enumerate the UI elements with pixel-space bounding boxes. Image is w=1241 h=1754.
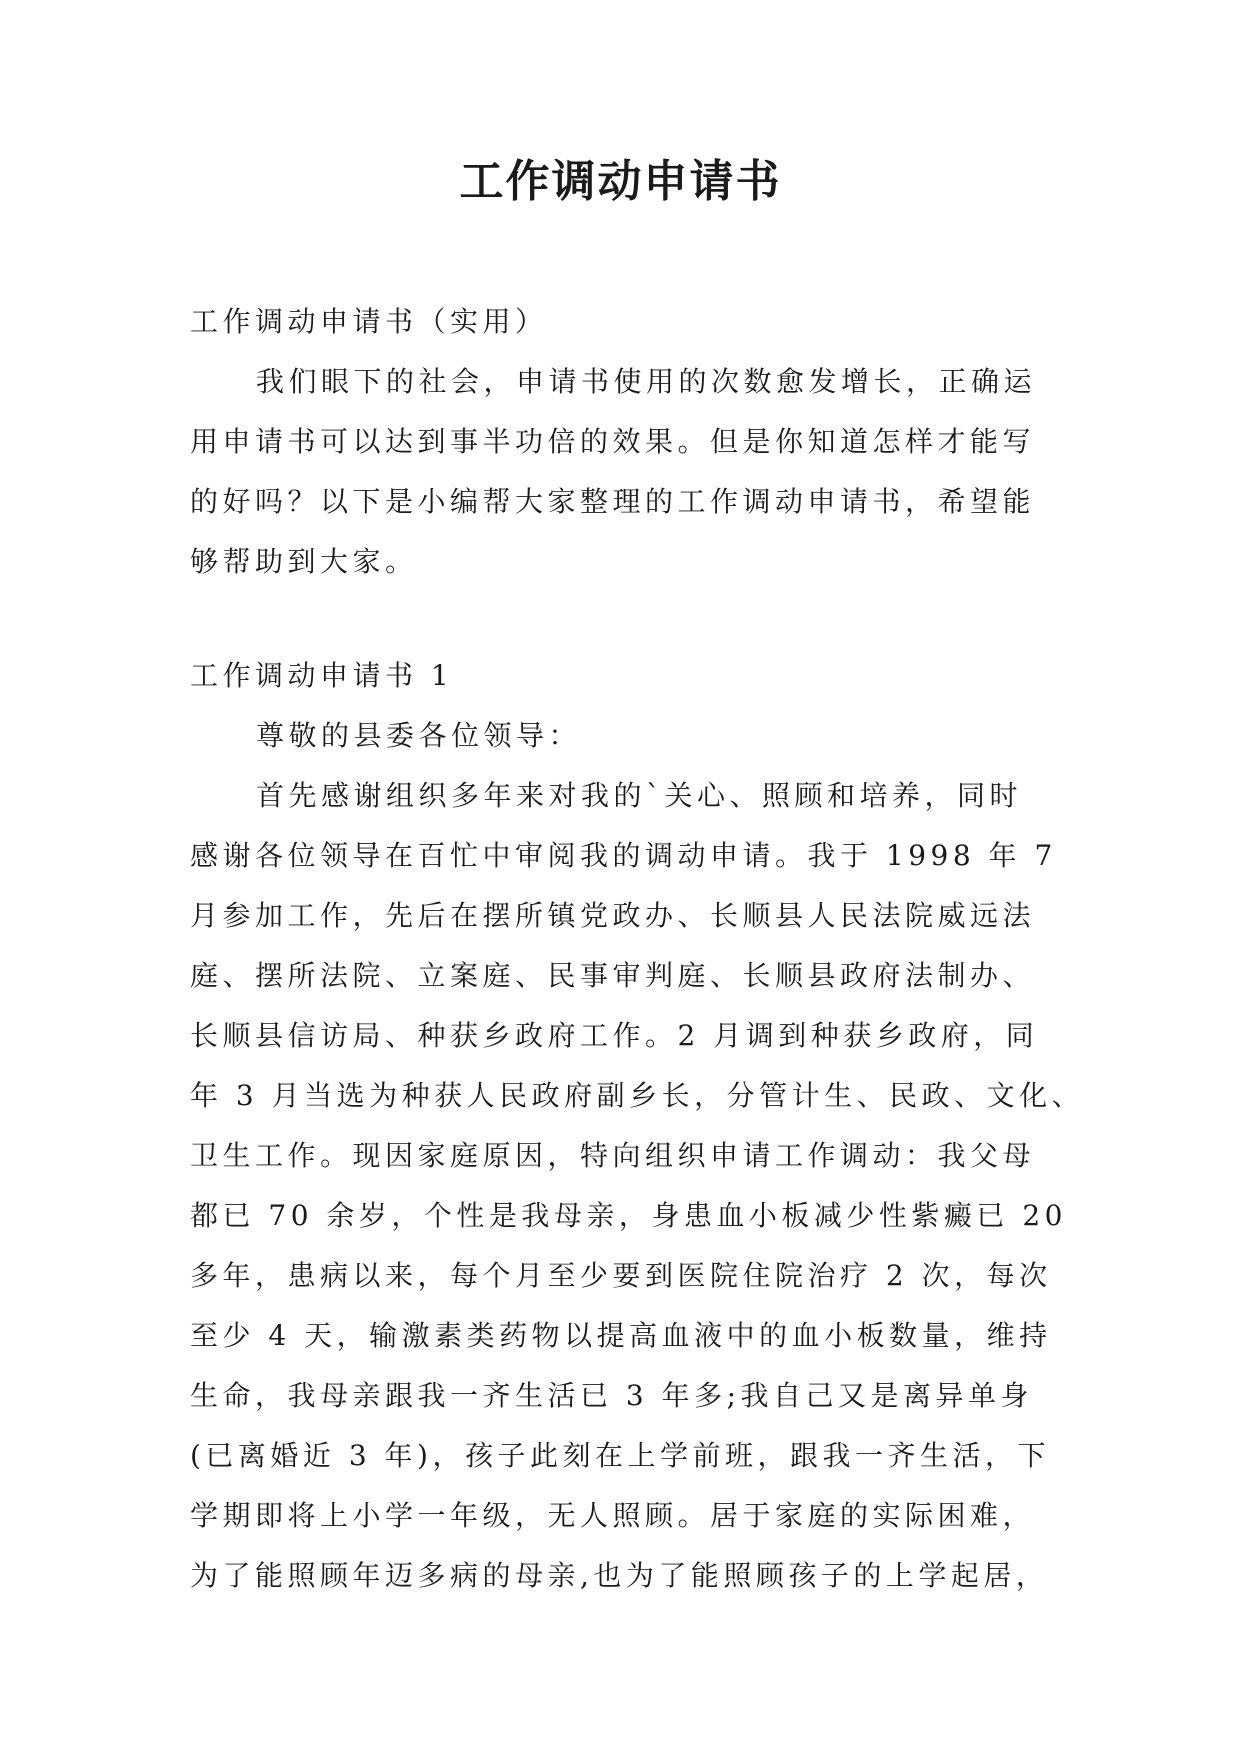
letter-line: 多年，患病以来，每个月至少要到医院住院治疗 2 次，每次 [190, 1259, 1052, 1292]
letter-line: (已离婚近 3 年)，孩子此刻在上学前班，跟我一齐生活，下 [190, 1439, 1050, 1472]
letter-line: 感谢各位领导在百忙中审阅我的调动申请。我于 1998 年 7 [190, 839, 1057, 872]
letter-line: 庭、摆所法院、立案庭、民事审判庭、长顺县政府法制办、 [190, 959, 1036, 992]
intro-line: 我们眼下的社会，申请书使用的次数愈发增长，正确运 [256, 365, 1037, 398]
intro-line: 的好吗？以下是小编帮大家整理的工作调动申请书，希望能 [190, 485, 1036, 518]
document-body [190, 292, 1085, 1606]
section-heading: 工作调动申请书 1 [190, 659, 454, 692]
salutation: 尊敬的县委各位领导： [256, 719, 582, 752]
letter-line: 生命，我母亲跟我一齐生活已 3 年多;我自己又是离异单身 [190, 1379, 1034, 1412]
letter-line: 月参加工作，先后在摆所镇党政办、长顺县人民法院威远法 [190, 899, 1036, 932]
letter-line: 为了能照顾年迈多病的母亲,也为了能照顾孩子的上学起居， [190, 1559, 1049, 1592]
letter-line: 卫生工作。现因家庭原因，特向组织申请工作调动：我父母 [190, 1139, 1036, 1172]
letter-line: 年 3 月当选为种获人民政府副乡长，分管计生、民政、文化、 [190, 1079, 1085, 1112]
letter-line: 长顺县信访局、种获乡政府工作。2 月调到种获乡政府，同 [190, 1019, 1039, 1052]
intro-line: 用申请书可以达到事半功倍的效果。但是你知道怎样才能写 [190, 425, 1036, 458]
intro-line: 够帮助到大家。 [190, 545, 418, 578]
letter-line: 至少 4 天，输激素类药物以提高血液中的血小板数量，维持 [190, 1319, 1052, 1352]
paragraph-spacer [190, 592, 1070, 646]
document-title: 工作调动申请书 [459, 156, 782, 207]
letter-line: 学期即将上小学一年级，无人照顾。居于家庭的实际困难， [190, 1499, 1036, 1532]
document-subtitle: 工作调动申请书（实用） [190, 305, 548, 338]
letter-line: 首先感谢组织多年来对我的`关心、照顾和培养，同时 [256, 779, 1023, 812]
letter-line: 都已 70 余岁，个性是我母亲，身患血小板减少性紫癜已 20 [190, 1199, 1067, 1232]
